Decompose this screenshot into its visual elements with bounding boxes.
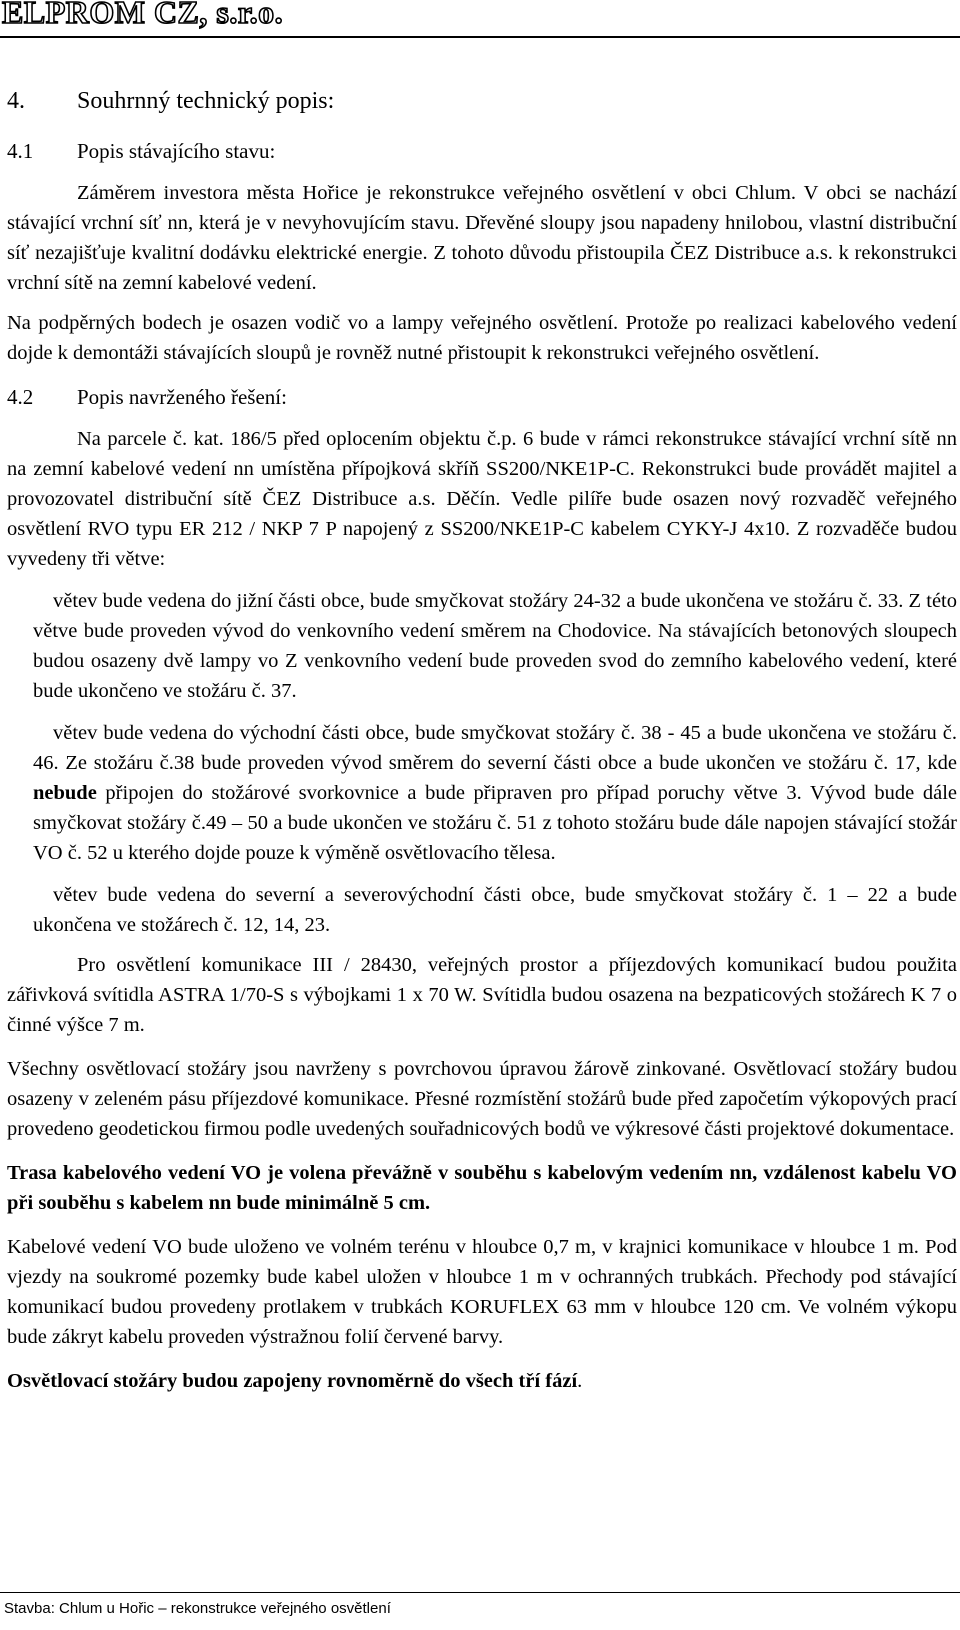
paragraph: Záměrem investora města Hořice je rekonstrukce veřejného osvětlení v obci Chlum. V obci se nachází stávající vrchní síť nn, která je v nevyhovujícím stavu. Dřevěné sloupy jsou napadeny hnilobou, vlastní distribuční síť nezajišťuje kvalitní dodávku elektrické energie. Z tohoto důvodu přistoupila ČEZ Distribuce a.s. k rekonstrukci vrchní sítě na zemní kabelové vedení. [7,182,957,294]
paragraph: Všechny osvětlovací stožáry jsou navrženy s povrchovou úpravou žárově zinkované. Osvětlovací stožáry budou osazeny v zeleném pásu příjezdové komunikace. Přesné rozmístění stožárů bude před započetím výkopových prací provedeno geodetickou firmou podle uvedených souřadnicových bodů ve výkresové části projektové dokumentace. [7,1058,957,1140]
paragraph: Pro osvětlení komunikace III / 28430, veřejných prostor a příjezdových komunikací budou použita zářivková svítidla ASTRA 1/70-S s výbojkami 1 x 70 W. Svítidla budou osazena na bezpaticových stožárech K 7 o činné výšce 7 m. [7,954,957,1036]
paragraph: Na podpěrných bodech je osazen vodič vo a lampy veřejného osvětlení. Protože po realizaci kabelového vedení dojde k demontáži stávajících sloupů je rovněž nutné přistoupit k rekonstrukci veřejného osvětlení. [7,312,957,364]
section-4-2-heading [7,382,957,412]
list-item-number [7,718,53,748]
list-item [7,880,957,940]
bold-paragraph: Trasa kabelového vedení VO je volena převážně v souběhu s kabelovým vedením nn, vzdálenost kabelu VO při souběhu s kabelem nn bude minimálně 5 cm. [7,1162,957,1214]
section-4-heading [7,84,957,118]
paragraph: Kabelové vedení VO bude uloženo ve volném terénu v hloubce 0,7 m, v krajnici komunikace v hloubce 1 m. Pod vjezdy na soukromé pozemky bude kabel uložen v hloubce 1 m v ochranných trubkách. Přechody pod stávající komunikací budou provedeny protlakem v trubkách KORUFLEX 63 mm v hloubce 120 cm. Ve volném výkopu bude zákryt kabelu proveden výstražnou folií červené barvy. [7,1236,957,1348]
footer-text: Stavba: Chlum u Hořic – rekonstrukce veřejného osvětlení [4,1600,391,1617]
footer-rule [0,1592,960,1593]
paragraph-tail: . [577,1370,583,1392]
paragraph [7,1366,957,1396]
document-body [7,84,957,1396]
header-rule [0,36,960,38]
list-item-text: připojen do stožárové svorkovnice a bude připraven pro případ poruchy větve 3. Vývod bude dále smyčkovat stožáry č.49 – 50 a bude ukončen ve stožáru č. 51 z tohoto stožáru bude dále napojen stávající stožár VO č. 52 u kterého dojde pouze k výměně osvětlovacího tělesa. [33,782,957,864]
emphasis: nebude [33,782,97,804]
list-item-text: větev bude vedena do východní části obce, bude smyčkovat stožáry č. 38 - 45 a bude ukončena ve stožáru č. 46. Ze stožáru č.38 bude proveden vývod směrem do severní části obce a bude ukončen ve stožáru č. 17, kde [33,722,957,774]
section-title: Popis stávajícího stavu: [77,139,276,163]
list-item-number [7,586,53,616]
emphasis: Osvětlovací stožáry budou zapojeny rovnoměrně do všech tří fází [7,1370,578,1392]
section-number: 4.1 [7,139,34,163]
section-number: 4.2 [7,385,34,409]
company-header: ELPROM CZ, s.r.o. [2,0,284,30]
list-item-number [7,880,53,910]
list-item-text: větev bude vedena do jižní části obce, bude smyčkovat stožáry 24-32 a bude ukončena ve stožáru č. 33. Z této větve bude proveden vývod do venkovního vedení směrem na Chodovice. Na stávajících betonových sloupech budou osazeny dvě lampy vo Z venkovního vedení bude proveden svod do zemního kabelového vedení, které bude ukončeno ve stožáru č. 37. [33,590,957,702]
section-title: Souhrnný technický popis: [77,88,335,114]
paragraph: Na parcele č. kat. 186/5 před oplocením objektu č.p. 6 bude v rámci rekonstrukce stávající vrchní sítě nn na zemní kabelové vedení nn umístěna přípojková skříň SS200/NKE1P-C. Rekonstrukci bude provádět majitel a provozovatel distribuční sítě ČEZ Distribuce a.s. Děčín. Vedle pilíře bude osazen nový rozvaděč veřejného osvětlení RVO typu ER 212 / NKP 7 P napojený z SS200/NKE1P-C kabelem CYKY-J 4x10. Z rozvaděče budou vyvedeny tři větve: [7,428,957,570]
section-number: 4. [7,88,25,114]
list-item [7,718,957,868]
section-title: Popis navrženého řešení: [77,385,287,409]
section-4-1-heading [7,136,957,166]
list-item-text: větev bude vedena do severní a severovýchodní části obce, bude smyčkovat stožáry č. 1 – 22 a bude ukončena ve stožárech č. 12, 14, 23. [33,884,957,936]
list-item [7,586,957,706]
